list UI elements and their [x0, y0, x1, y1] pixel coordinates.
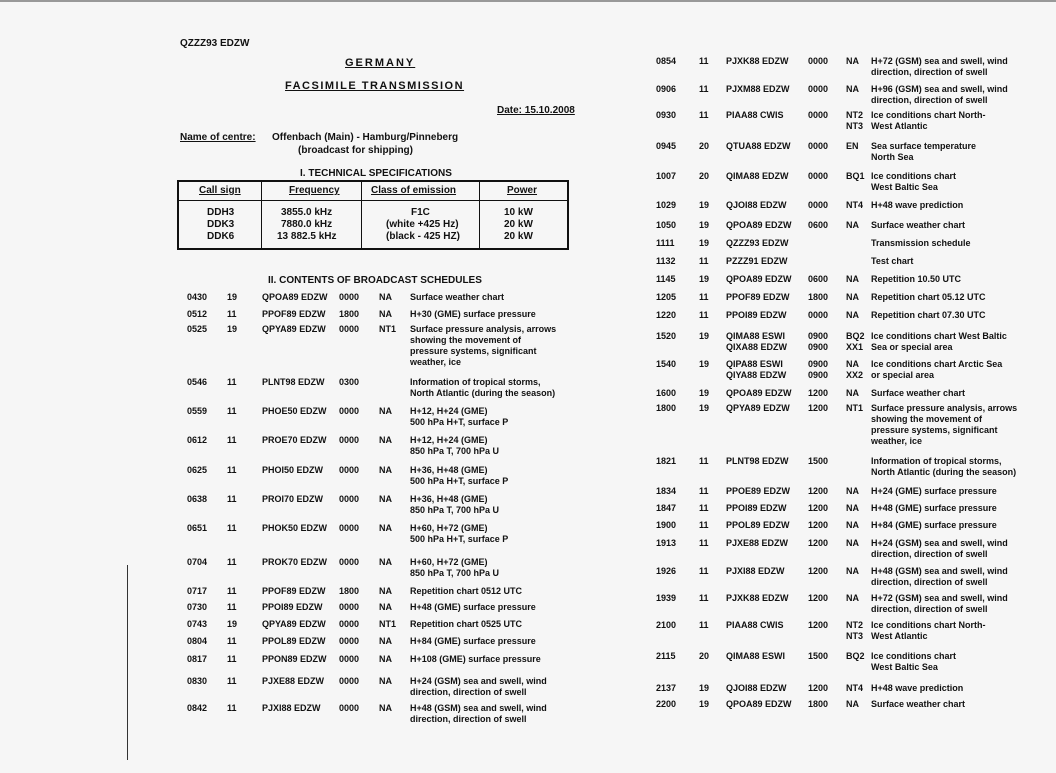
row-description: Surface weather chart [871, 220, 966, 230]
row-description: H+36, H+48 (GME) 850 hPa T, 700 hPa U [410, 494, 500, 515]
row-identifier: QPOA89 EDZW [726, 699, 792, 709]
row-channel: 11 [699, 593, 709, 603]
row-time: 0730 [187, 602, 208, 612]
header-frequency: Frequency [289, 185, 340, 196]
row-channel: 11 [699, 503, 709, 513]
frequency: 3855.0 kHz [281, 207, 333, 218]
document-subtitle: FACSIMILE TRANSMISSION [285, 80, 465, 92]
row-reference-time: 0000 [808, 310, 829, 320]
row-reference-time: 0000 [808, 141, 829, 151]
row-time: 1847 [656, 503, 677, 513]
row-description: H+24 (GSM) sea and swell, wind direction, direction of swell [871, 538, 1008, 559]
row-station-code: BQ2 XX1 [846, 331, 865, 352]
row-channel: 11 [227, 602, 237, 612]
row-channel: 11 [699, 292, 709, 302]
row-identifier: PPOF89 EDZW [262, 309, 326, 319]
row-reference-time: 0600 [808, 274, 829, 284]
row-time: 0842 [187, 703, 208, 713]
centre-subtitle: (broadcast for shipping) [298, 145, 413, 156]
row-identifier: PPOL89 EDZW [262, 636, 326, 646]
row-time: 1029 [656, 200, 677, 210]
row-reference-time: 0000 [339, 292, 360, 302]
row-time: 0930 [656, 110, 677, 120]
row-identifier: QZZZ93 EDZW [726, 238, 789, 248]
row-station-code: NT4 [846, 200, 864, 210]
row-channel: 20 [699, 141, 710, 151]
row-time: 1540 [656, 359, 677, 369]
row-channel: 19 [699, 699, 710, 709]
row-station-code: NA [379, 523, 392, 533]
row-time: 1926 [656, 566, 677, 576]
row-time: 0717 [187, 586, 208, 596]
row-identifier: PPOI89 EDZW [726, 310, 787, 320]
row-identifier: QPOA89 EDZW [726, 220, 792, 230]
row-station-code: NA XX2 [846, 359, 864, 380]
tech-spec-table [177, 180, 569, 250]
row-description: Repetition chart 07.30 UTC [871, 310, 986, 320]
row-time: 0430 [187, 292, 208, 302]
row-description: Transmission schedule [871, 238, 971, 248]
row-description: Repetition chart 05.12 UTC [871, 292, 986, 302]
row-time: 0512 [187, 309, 208, 319]
row-reference-time: 0000 [808, 84, 829, 94]
row-reference-time: 1800 [808, 292, 829, 302]
emission: (black - 425 HZ) [386, 231, 460, 242]
row-channel: 19 [699, 359, 710, 369]
row-description: H+48 (GME) surface pressure [871, 503, 997, 513]
row-reference-time: 0000 [339, 654, 360, 664]
row-description: H+96 (GSM) sea and swell, wind direction, direction of swell [871, 84, 1008, 105]
row-reference-time: 0000 [339, 523, 360, 533]
row-station-code: NA [379, 636, 392, 646]
row-channel: 11 [699, 110, 709, 120]
country-title: GERMANY [345, 57, 416, 69]
row-identifier: PPOI89 EDZW [262, 602, 323, 612]
row-identifier: PLNT98 EDZW [726, 456, 789, 466]
row-reference-time: 0900 0900 [808, 331, 829, 352]
row-identifier: QIMA88 ESWI QIXA88 EDZW [726, 331, 788, 352]
row-channel: 20 [699, 171, 710, 181]
frequency: 13 882.5 kHz [277, 231, 337, 242]
row-channel: 11 [227, 465, 237, 475]
row-reference-time: 0000 [339, 465, 360, 475]
row-identifier: PLNT98 EDZW [262, 377, 325, 387]
row-reference-time: 0000 [339, 557, 360, 567]
row-reference-time: 1200 [808, 520, 829, 530]
row-time: 2115 [656, 651, 676, 661]
row-channel: 11 [699, 256, 709, 266]
row-station-code: BQ1 [846, 171, 865, 181]
row-identifier: QPYA89 EDZW [726, 403, 790, 413]
row-description: Surface weather chart [871, 699, 966, 709]
row-reference-time: 0000 [808, 56, 829, 66]
row-station-code: NT1 [379, 324, 397, 334]
emission: (white +425 Hz) [386, 219, 459, 230]
row-reference-time: 0900 0900 [808, 359, 829, 380]
row-channel: 19 [699, 238, 710, 248]
row-reference-time: 1200 [808, 503, 829, 513]
row-description: Ice conditions chart West Baltic Sea [871, 171, 957, 192]
row-channel: 11 [227, 309, 237, 319]
row-description: Information of tropical storms, North Atlantic (during the season) [871, 456, 1017, 477]
row-channel: 11 [699, 84, 709, 94]
row-time: 2200 [656, 699, 677, 709]
row-identifier: PJXK88 EDZW [726, 56, 789, 66]
row-reference-time: 1500 [808, 651, 829, 661]
header-emission: Class of emission [371, 185, 457, 196]
row-time: 1050 [656, 220, 677, 230]
row-identifier: PPOL89 EDZW [726, 520, 790, 530]
row-description: Ice conditions chart North- West Atlantic [871, 620, 986, 641]
row-channel: 11 [699, 456, 709, 466]
header-call-sign: Call sign [199, 185, 241, 196]
row-reference-time: 1200 [808, 388, 829, 398]
row-identifier: PJXI88 EDZW [262, 703, 321, 713]
row-reference-time: 1800 [339, 309, 360, 319]
row-description: H+48 wave prediction [871, 200, 964, 210]
row-station-code: NA [379, 494, 392, 504]
row-time: 0945 [656, 141, 677, 151]
row-station-code: NA [846, 310, 859, 320]
row-station-code: NT4 [846, 683, 864, 693]
row-identifier: PJXK88 EDZW [726, 593, 789, 603]
tech-spec-title: I. TECHNICAL SPECIFICATIONS [300, 168, 452, 179]
row-description: H+84 (GME) surface pressure [410, 636, 536, 646]
row-time: 1939 [656, 593, 677, 603]
row-description: Repetition chart 0525 UTC [410, 619, 523, 629]
row-identifier: PPOE89 EDZW [726, 486, 791, 496]
row-time: 1132 [656, 256, 676, 266]
row-channel: 19 [699, 220, 710, 230]
row-station-code: NA [379, 309, 392, 319]
row-channel: 11 [227, 586, 237, 596]
row-channel: 20 [699, 651, 710, 661]
row-identifier: QIMA88 EDZW [726, 171, 789, 181]
row-description: Surface weather chart [410, 292, 505, 302]
row-reference-time: 1200 [808, 403, 829, 413]
row-time: 1145 [656, 274, 676, 284]
row-station-code: NA [379, 586, 392, 596]
row-reference-time: 1200 [808, 566, 829, 576]
row-description: H+48 wave prediction [871, 683, 964, 693]
document-date: Date: 15.10.2008 [497, 105, 575, 116]
table-divider [479, 182, 480, 248]
row-station-code: NA [379, 465, 392, 475]
centre-value: Offenbach (Main) - Hamburg/Pinneberg [272, 132, 459, 143]
row-channel: 11 [227, 703, 237, 713]
row-identifier: QJOI88 EDZW [726, 200, 787, 210]
row-reference-time: 0600 [808, 220, 829, 230]
row-station-code: NA [846, 593, 859, 603]
callsign: DDH3 [207, 207, 235, 218]
row-channel: 11 [227, 636, 237, 646]
row-time: 0704 [187, 557, 208, 567]
row-description: Repetition chart 0512 UTC [410, 586, 523, 596]
row-station-code: NA [846, 84, 859, 94]
row-reference-time: 1200 [808, 486, 829, 496]
row-description: H+24 (GME) surface pressure [871, 486, 997, 496]
row-identifier: PJXE88 EDZW [262, 676, 325, 686]
row-channel: 11 [227, 523, 237, 533]
row-reference-time: 1800 [808, 699, 829, 709]
frequency: 7880.0 kHz [281, 219, 333, 230]
row-station-code: NA [379, 654, 392, 664]
emission: F1C [411, 207, 430, 218]
row-channel: 19 [699, 683, 710, 693]
row-identifier: QTUA88 EDZW [726, 141, 791, 151]
row-channel: 11 [227, 406, 237, 416]
row-time: 0743 [187, 619, 208, 629]
row-time: 1600 [656, 388, 677, 398]
row-description: H+72 (GSM) sea and swell, wind direction, direction of swell [871, 593, 1008, 614]
row-description: H+12, H+24 (GME) 850 hPa T, 700 hPa U [410, 435, 500, 456]
row-time: 1821 [656, 456, 677, 466]
row-channel: 11 [227, 557, 237, 567]
centre-label: Name of centre: [180, 132, 256, 143]
row-station-code: NA [379, 602, 392, 612]
table-divider [361, 182, 362, 248]
row-time: 0817 [187, 654, 208, 664]
row-time: 0804 [187, 636, 208, 646]
row-identifier: PROK70 EDZW [262, 557, 328, 567]
power: 20 kW [504, 231, 533, 242]
row-identifier: QPYA89 EDZW [262, 619, 326, 629]
row-station-code: NT2 NT3 [846, 110, 864, 131]
row-station-code: NT1 [379, 619, 397, 629]
row-time: 0906 [656, 84, 677, 94]
row-station-code: NA [379, 292, 392, 302]
row-reference-time: 0000 [339, 636, 360, 646]
row-identifier: QIPA88 ESWI QIYA88 EDZW [726, 359, 787, 380]
row-channel: 11 [699, 566, 709, 576]
row-station-code: NA [846, 699, 859, 709]
power: 20 kW [504, 219, 533, 230]
row-station-code: NA [846, 56, 859, 66]
row-reference-time: 1200 [808, 683, 829, 693]
row-time: 2137 [656, 683, 677, 693]
row-time: 1800 [656, 403, 677, 413]
row-description: H+84 (GME) surface pressure [871, 520, 997, 530]
row-channel: 11 [227, 494, 237, 504]
row-station-code: NT2 NT3 [846, 620, 864, 641]
row-identifier: PPOF89 EDZW [726, 292, 790, 302]
row-description: H+60, H+72 (GME) 850 hPa T, 700 hPa U [410, 557, 500, 578]
row-station-code: NA [846, 538, 859, 548]
row-channel: 11 [227, 435, 237, 445]
row-reference-time: 0000 [339, 324, 360, 334]
row-description: Surface weather chart [871, 388, 966, 398]
row-identifier: PPOI89 EDZW [726, 503, 787, 513]
row-reference-time: 0000 [339, 703, 360, 713]
row-reference-time: 0000 [808, 171, 829, 181]
row-channel: 19 [227, 324, 238, 334]
row-station-code: NA [846, 220, 859, 230]
row-station-code: BQ2 [846, 651, 865, 661]
row-description: Surface pressure analysis, arrows showing the movement of pressure systems, significant weather, ice [871, 403, 1018, 446]
row-reference-time: 0000 [339, 494, 360, 504]
row-reference-time: 0000 [339, 406, 360, 416]
row-station-code: NA [379, 557, 392, 567]
row-identifier: PHOI50 EDZW [262, 465, 324, 475]
row-time: 0546 [187, 377, 208, 387]
row-channel: 19 [699, 403, 710, 413]
row-identifier: PROE70 EDZW [262, 435, 327, 445]
row-channel: 11 [699, 310, 709, 320]
row-identifier: PJXM88 EDZW [726, 84, 790, 94]
row-reference-time: 1800 [339, 586, 360, 596]
row-time: 1834 [656, 486, 677, 496]
row-station-code: NA [846, 503, 859, 513]
row-identifier: PPON89 EDZW [262, 654, 327, 664]
row-description: H+108 (GME) surface pressure [410, 654, 541, 664]
row-channel: 19 [699, 331, 710, 341]
row-description: H+72 (GSM) sea and swell, wind direction, direction of swell [871, 56, 1008, 77]
row-identifier: QPOA89 EDZW [726, 388, 792, 398]
row-identifier: PHOE50 EDZW [262, 406, 327, 416]
row-description: H+36, H+48 (GME) 500 hPa H+T, surface P [410, 465, 509, 486]
row-time: 1520 [656, 331, 677, 341]
row-description: Sea surface temperature North Sea [871, 141, 977, 162]
row-reference-time: 1200 [808, 538, 829, 548]
row-channel: 19 [227, 619, 238, 629]
row-time: 1205 [656, 292, 677, 302]
row-description: Surface pressure analysis, arrows showing the movement of pressure systems, significant weather, ice [410, 324, 557, 367]
row-time: 0625 [187, 465, 208, 475]
row-identifier: PIAA88 CWIS [726, 110, 784, 120]
row-station-code: NA [846, 566, 859, 576]
row-time: 1007 [656, 171, 677, 181]
row-identifier: PIAA88 CWIS [726, 620, 784, 630]
row-description: Ice conditions chart Arctic Sea or special area [871, 359, 1003, 380]
row-reference-time: 1500 [808, 456, 829, 466]
row-description: H+12, H+24 (GME) 500 hPa H+T, surface P [410, 406, 509, 427]
row-channel: 11 [227, 654, 237, 664]
row-channel: 11 [227, 676, 237, 686]
row-description: H+48 (GSM) sea and swell, wind direction, direction of swell [410, 703, 547, 724]
table-divider [261, 182, 262, 248]
row-reference-time: 0300 [339, 377, 360, 387]
row-description: Ice conditions chart West Baltic Sea [871, 651, 957, 672]
row-reference-time: 0000 [339, 619, 360, 629]
header-power: Power [507, 185, 538, 196]
power: 10 kW [504, 207, 533, 218]
row-time: 2100 [656, 620, 677, 630]
row-channel: 11 [699, 620, 709, 630]
row-reference-time: 0000 [339, 676, 360, 686]
row-station-code: NT1 [846, 403, 864, 413]
row-station-code: NA [846, 292, 859, 302]
row-identifier: PHOK50 EDZW [262, 523, 328, 533]
row-station-code: EN [846, 141, 859, 151]
row-channel: 19 [699, 200, 710, 210]
row-reference-time: 1200 [808, 593, 829, 603]
row-description: H+24 (GSM) sea and swell, wind direction, direction of swell [410, 676, 547, 697]
row-reference-time: 1200 [808, 620, 829, 630]
row-description: Ice conditions chart North- West Atlantic [871, 110, 986, 131]
row-description: Information of tropical storms, North Atlantic (during the season) [410, 377, 556, 398]
row-channel: 11 [227, 377, 237, 387]
row-description: H+48 (GSM) sea and swell, wind direction, direction of swell [871, 566, 1008, 587]
row-channel: 11 [699, 538, 709, 548]
row-time: 1111 [656, 238, 675, 248]
row-identifier: QPOA89 EDZW [262, 292, 328, 302]
row-time: 0612 [187, 435, 208, 445]
row-channel: 11 [699, 520, 709, 530]
row-time: 0854 [656, 56, 677, 66]
row-description: H+60, H+72 (GME) 500 hPa H+T, surface P [410, 523, 509, 544]
row-station-code: NA [846, 486, 859, 496]
row-identifier: PJXI88 EDZW [726, 566, 785, 576]
row-station-code: NA [379, 703, 392, 713]
row-description: H+48 (GME) surface pressure [410, 602, 536, 612]
row-description: Repetition 10.50 UTC [871, 274, 962, 284]
row-station-code: NA [846, 520, 859, 530]
row-reference-time: 0000 [808, 110, 829, 120]
row-identifier: PROI70 EDZW [262, 494, 324, 504]
row-identifier: QPYA89 EDZW [262, 324, 326, 334]
row-station-code: NA [379, 406, 392, 416]
row-time: 0525 [187, 324, 208, 334]
row-description: Test chart [871, 256, 914, 266]
row-identifier: PJXE88 EDZW [726, 538, 789, 548]
callsign: DDK3 [207, 219, 235, 230]
row-reference-time: 0000 [339, 602, 360, 612]
row-description: H+30 (GME) surface pressure [410, 309, 536, 319]
row-channel: 19 [699, 274, 710, 284]
row-time: 1900 [656, 520, 677, 530]
row-reference-time: 0000 [339, 435, 360, 445]
row-time: 1220 [656, 310, 677, 320]
scan-edge [0, 0, 1056, 2]
row-identifier: QJOI88 EDZW [726, 683, 787, 693]
scan-mark [127, 565, 128, 760]
row-channel: 11 [699, 486, 709, 496]
row-time: 0830 [187, 676, 208, 686]
schedule-title: II. CONTENTS OF BROADCAST SCHEDULES [268, 275, 482, 286]
row-identifier: QIMA88 ESWI [726, 651, 786, 661]
row-channel: 19 [699, 388, 710, 398]
row-station-code: NA [379, 676, 392, 686]
document-id: QZZZ93 EDZW [180, 38, 250, 49]
row-station-code: NA [379, 435, 392, 445]
row-description: Ice conditions chart West Baltic Sea or special area [871, 331, 1007, 352]
row-identifier: PPOF89 EDZW [262, 586, 326, 596]
row-identifier: PZZZ91 EDZW [726, 256, 788, 266]
row-station-code: NA [846, 274, 859, 284]
row-time: 0651 [187, 523, 208, 533]
row-time: 1913 [656, 538, 677, 548]
row-time: 0559 [187, 406, 208, 416]
callsign: DDK6 [207, 231, 235, 242]
row-reference-time: 0000 [808, 200, 829, 210]
row-time: 0638 [187, 494, 208, 504]
row-station-code: NA [846, 388, 859, 398]
row-channel: 19 [227, 292, 238, 302]
row-identifier: QPOA89 EDZW [726, 274, 792, 284]
row-channel: 11 [699, 56, 709, 66]
